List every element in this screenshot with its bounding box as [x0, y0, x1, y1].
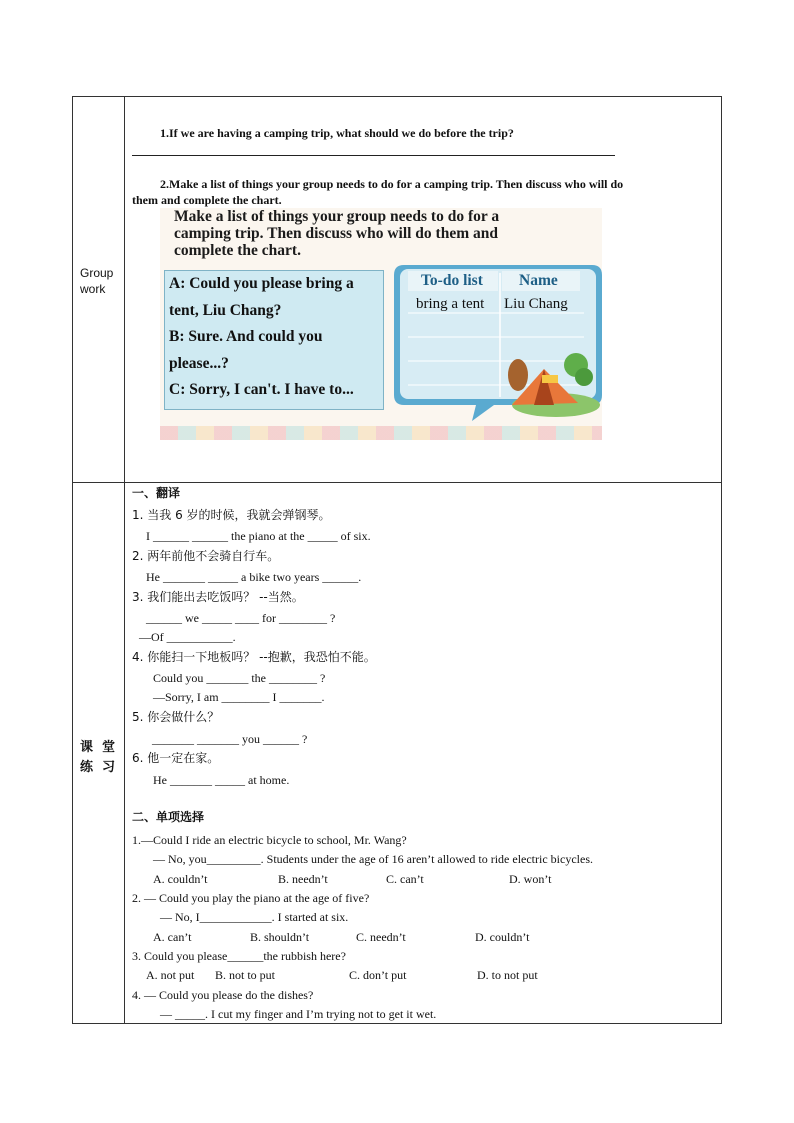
mc-2-option-a: A. can’t — [153, 930, 192, 944]
question-1: 1.If we are having a camping trip, what should we do before the trip? — [160, 126, 514, 140]
mc-4-question: 4. — Could you please do the dishes? — [132, 988, 314, 1002]
mc-3-option-a: A. not put — [146, 968, 195, 982]
mc-2-option-d: D. couldn’t — [475, 930, 530, 944]
practice-label: 课 堂 练 习 — [80, 740, 116, 775]
chart-header-name: Name — [519, 272, 558, 289]
mc-4-reply: — _____. I cut my finger and I’m trying not to get it wet. — [160, 1007, 437, 1021]
camping-illustration — [160, 208, 602, 440]
mc-1-option-d: D. won’t — [509, 872, 552, 886]
question-2-line2: them and complete the chart. — [132, 193, 282, 207]
s1-item-3-cn: 3. 我们能出去吃饭吗？ --当然。 — [132, 590, 304, 604]
mc-1-question: 1.—Could I ride an electric bicycle to school, Mr. Wang? — [132, 833, 407, 847]
s1-item-4-reply: —Sorry, I am ________ I _______. — [153, 690, 325, 704]
mc-2-reply: — No, I____________. I started at six. — [160, 910, 349, 924]
s1-item-4-cn: 4. 你能扫一下地板吗？ --抱歉，我恐怕不能。 — [132, 650, 376, 664]
mc-3-option-b: B. not to put — [215, 968, 276, 982]
chart-header-todo: To-do list — [421, 272, 483, 289]
chart-cell-name: Liu Chang — [504, 296, 568, 312]
s1-item-6-en: He _______ _____ at home. — [153, 773, 290, 787]
s1-item-3-en: ______ we _____ ____ for ________ ? — [146, 611, 336, 625]
s1-item-5-en: _______ _______ you ______ ? — [152, 732, 308, 746]
column-divider — [124, 96, 125, 1024]
mc-3-option-d: D. to not put — [477, 968, 538, 982]
s1-item-6-cn: 6. 他一定在家。 — [132, 751, 220, 765]
s1-item-1-cn: 1. 当我 6 岁的时候，我就会弹钢琴。 — [132, 508, 331, 522]
mc-3-option-c: C. don’t put — [349, 968, 407, 982]
mc-2-option-c: C. needn’t — [356, 930, 406, 944]
dialogue-box: A: Could you please bring a tent, Liu Chang? B: Sure. And could you please...? C: Sorry, I can't. I have to... — [164, 270, 384, 410]
row-divider — [72, 482, 722, 483]
answer-line — [132, 155, 615, 156]
s1-item-2-en: He _______ _____ a bike two years ______. — [146, 570, 362, 584]
mc-1-option-a: A. couldn’t — [153, 872, 208, 886]
mc-1-reply: — No, you_________. Students under the age of 16 aren’t allowed to ride electric bicycles. — [153, 852, 593, 866]
question-2-line1: 2.Make a list of things your group needs to do for a camping trip. Then discuss who will do — [160, 177, 624, 191]
mc-2-option-b: B. shouldn’t — [250, 930, 310, 944]
s1-item-2-cn: 2. 两年前他不会骑自行车。 — [132, 549, 280, 563]
s1-item-4-en: Could you _______ the ________ ? — [153, 671, 326, 685]
group-work-label: Group work — [80, 266, 114, 296]
chart-cell-task: bring a tent — [416, 296, 485, 312]
section-2-title: 二、单项选择 — [132, 810, 205, 824]
illustration-title: Make a list of things your group needs to do for a camping trip. Then discuss who will do them and complete the chart. — [174, 208, 500, 259]
mc-3-question: 3. Could you please______the rubbish here? — [132, 949, 346, 963]
s1-item-3-reply: —Of ___________. — [139, 630, 236, 644]
mc-1-option-b: B. needn’t — [278, 872, 328, 886]
section-1-title: 一、翻译 — [132, 486, 181, 500]
mc-1-option-c: C. can’t — [386, 872, 424, 886]
decorative-strip — [160, 426, 602, 440]
mc-2-question: 2. — Could you play the piano at the age of five? — [132, 891, 370, 905]
s1-item-1-en: I ______ ______ the piano at the _____ of six. — [146, 529, 371, 543]
s1-item-5-cn: 5. 你会做什么？ — [132, 710, 220, 724]
